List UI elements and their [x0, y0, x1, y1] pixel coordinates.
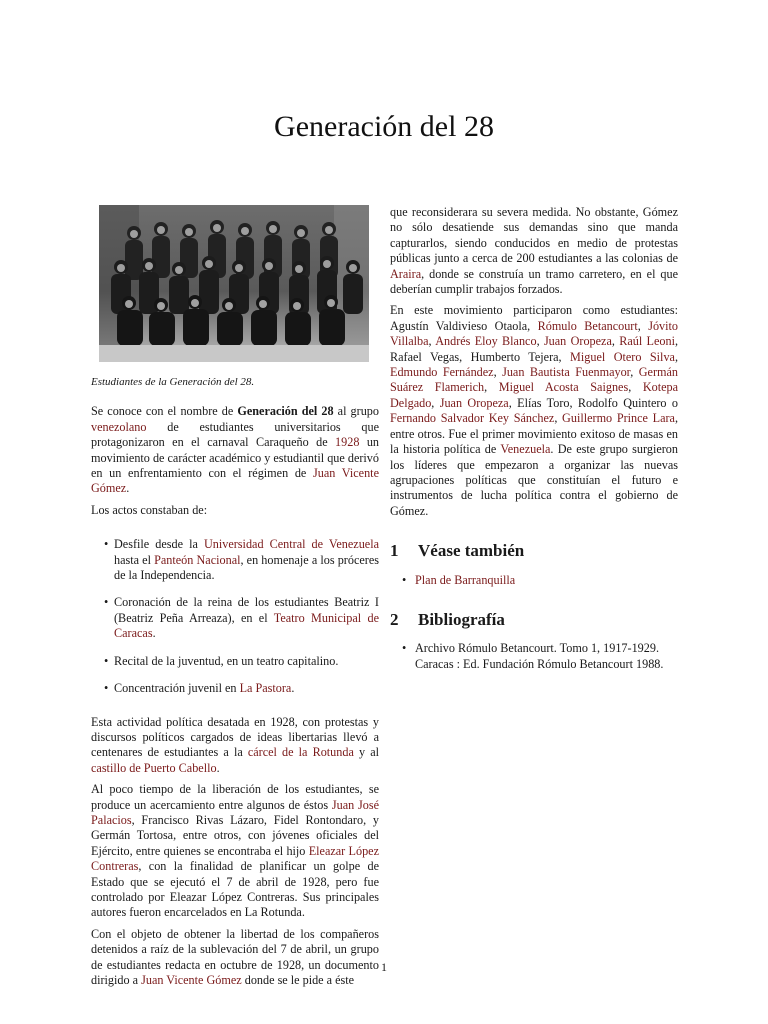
list-item: • Coronación de la reina de los estudiantes Beatriz I (Beatriz Peña Arreaza), en el Teatro Municipal de Caracas.	[104, 595, 379, 641]
link-miguel-otero-silva[interactable]: Miguel Otero Silva	[570, 349, 675, 364]
link-edmundo-fernandez[interactable]: Edmundo Fernández	[390, 365, 494, 380]
right-column	[390, 205, 678, 678]
link-venezuela[interactable]: Venezuela	[500, 442, 551, 457]
link-juan-bautista-fuenmayor[interactable]: Juan Bautista Fuenmayor	[502, 365, 631, 380]
link-raul-leoni[interactable]: Raúl Leoni	[619, 334, 675, 349]
bullet-icon: •	[104, 595, 109, 610]
link-juan-vicente-gomez[interactable]: Juan Vicente Gómez	[91, 466, 379, 496]
bullet-icon: •	[104, 681, 109, 696]
link-juan-oropeza[interactable]: Juan Oropeza	[543, 334, 612, 349]
link-eleazar-lopez-contreras[interactable]: Eleazar López Contreras	[91, 843, 380, 874]
bullet-icon: •	[402, 641, 407, 656]
page-title: Generación del 28	[274, 110, 494, 143]
paragraph-documento: Con el objeto de obtener la libertad de los compañeros detenidos a raíz de la sublevación del 7 de abril, un grupo de estudiantes redacta en octubre de 1928, un documento dirigido a Juan Vicente Gómez donde se le pide a éste	[91, 926, 379, 987]
paragraph-araira: que reconsiderara su severa medida. No obstante, Gómez no sólo desatiende sus demandas sino que manda capturarlos, siendo conducidos en medio de protestas públicas junto a cerca de 200 estudiantes a las colonias de Araira, donde se construía un tramo carretero, en el que deberían cumplir trabajos forzados.	[390, 205, 678, 297]
bullet-icon: •	[104, 653, 109, 668]
acts-intro: Los actos constaban de:	[91, 502, 208, 517]
link-juan-jose-palacios[interactable]: Juan José Palacios	[91, 797, 379, 827]
paragraph-rotunda: Esta actividad política desatada en 1928, con protestas y discursos políticos cargados de ideas libertarias llevó a centenares de estudiantes a la cárcel de la Rotunda y al castillo de Puerto Cabello.	[91, 714, 380, 775]
link-german-suarez-flamerich[interactable]: Germán Suárez Flamerich	[390, 365, 679, 395]
link-araira[interactable]: Araira	[390, 266, 422, 281]
link-andres-eloy-blanco[interactable]: Andrés Eloy Blanco	[435, 334, 537, 349]
link-juan-vicente-gomez-2[interactable]: Juan Vicente Gómez	[141, 973, 242, 987]
link-kotepa-delgado[interactable]: Kotepa Delgado	[390, 380, 679, 410]
section-heading-vease: 1 Véase también	[390, 541, 525, 561]
link-miguel-acosta-saignes[interactable]: Miguel Acosta Saignes	[498, 380, 629, 395]
link-guillermo-prince-lara[interactable]: Guillermo Prince Lara	[562, 411, 675, 426]
link-panteon-nacional[interactable]: Panteón Nacional	[154, 552, 241, 567]
section-heading-bibliografia: 2 Bibliografía	[390, 609, 505, 629]
link-venezolano[interactable]: venezolano	[91, 419, 147, 434]
group-photo	[99, 205, 369, 362]
paragraph-participantes: En este movimiento participaron como estudiantes: Agustín Valdivieso Otaola, Rómulo Betancourt, Jóvito Villalba, Andrés Eloy Blanco, Juan Oropeza, Raúl Leoni, Rafael Vegas, Humberto Tejera, Miguel Otero Silva, Edmundo Fernández, Juan Bautista Fuenmayor, Germán Suárez Flamerich, Miguel Acosta Saignes, Kotepa Delgado, Juan Oropeza, Elías Toro, Rodolfo Quintero o Fernando Salvador Key Sánchez, Guillermo Prince Lara, entre otros. Fue el primer movimiento exitoso de masas en la historia política de Venezuela. De este grupo surgieron los líderes que empezaron a organizar las nuevas agrupaciones políticas que constituían el futuro e instrumentos de lucha política contra el gobierno de Gómez.	[390, 303, 679, 518]
paragraph-golpe: Al poco tiempo de la liberación de los estudiantes, se produce un acercamiento entre algunos de éstos Juan José Palacios, Francisco Rivas Lázaro, Fidel Rontondaro, y Germán Tortosa, entre otros, con jóvenes oficiales del Ejército, entre quienes se encontraba el hijo Eleazar López Contreras, con la finalidad de planificar un golpe de Estado que se ejecutó el 7 de abril de 1928, pero fue controlado por Eleazar López Contreras. Sus principales autores fueron encarcelados en La Rotunda.	[91, 782, 380, 920]
bibliography-list	[390, 641, 678, 672]
link-fernando-key-sanchez[interactable]: Fernando Salvador Key Sánchez	[390, 411, 555, 426]
left-column	[91, 205, 379, 994]
link-teatro-municipal[interactable]: Teatro Municipal de Caracas	[114, 610, 379, 641]
list-item: • Recital de la juventud, en un teatro capitalino.	[104, 653, 339, 668]
link-castillo-puerto-cabello[interactable]: castillo de Puerto Cabello	[91, 760, 217, 775]
page-number: 1	[381, 960, 387, 974]
photo-caption: Estudiantes de la Generación del 28.	[91, 376, 255, 388]
list-item	[390, 573, 678, 588]
link-plan-de-barranquilla[interactable]: Plan de Barranquilla	[415, 572, 516, 587]
intro-paragraph: Se conoce con el nombre de Generación del 28 al grupo venezolano de estudiantes universitarios que protagonizaron en el carnaval Caraqueño de 1928 un movimiento de carácter académico y estudiantil que derivó en un enfrentamiento con el régimen de Juan Vicente Gómez.	[91, 404, 380, 496]
list-item: • Desfile desde la Universidad Central de Venezuela hasta el Panteón Nacional, en homenaje a los próceres de la Independencia.	[104, 537, 379, 583]
list-item: • Concentración juvenil en La Pastora.	[104, 681, 295, 696]
link-la-pastora[interactable]: La Pastora	[239, 681, 292, 696]
link-romulo-betancourt[interactable]: Rómulo Betancourt	[537, 318, 638, 333]
link-jovito-villalba[interactable]: Jóvito Villalba	[390, 318, 678, 349]
link-juan-oropeza-2[interactable]: Juan Oropeza	[439, 395, 509, 410]
list-item	[390, 641, 678, 672]
link-1928[interactable]: 1928	[335, 435, 360, 450]
acts-list	[91, 537, 379, 696]
bullet-icon: •	[402, 572, 407, 587]
bold-term: Generación del 28	[237, 404, 334, 419]
link-universidad-central[interactable]: Universidad Central de Venezuela	[203, 537, 379, 552]
see-also-list	[390, 573, 678, 588]
bibliography-entry: Archivo Rómulo Betancourt. Tomo 1, 1917-1929. Caracas : Ed. Fundación Rómulo Betancourt 1988.	[415, 641, 664, 671]
link-carcel-rotunda[interactable]: cárcel de la Rotunda	[247, 745, 354, 760]
bullet-icon: •	[104, 537, 109, 552]
